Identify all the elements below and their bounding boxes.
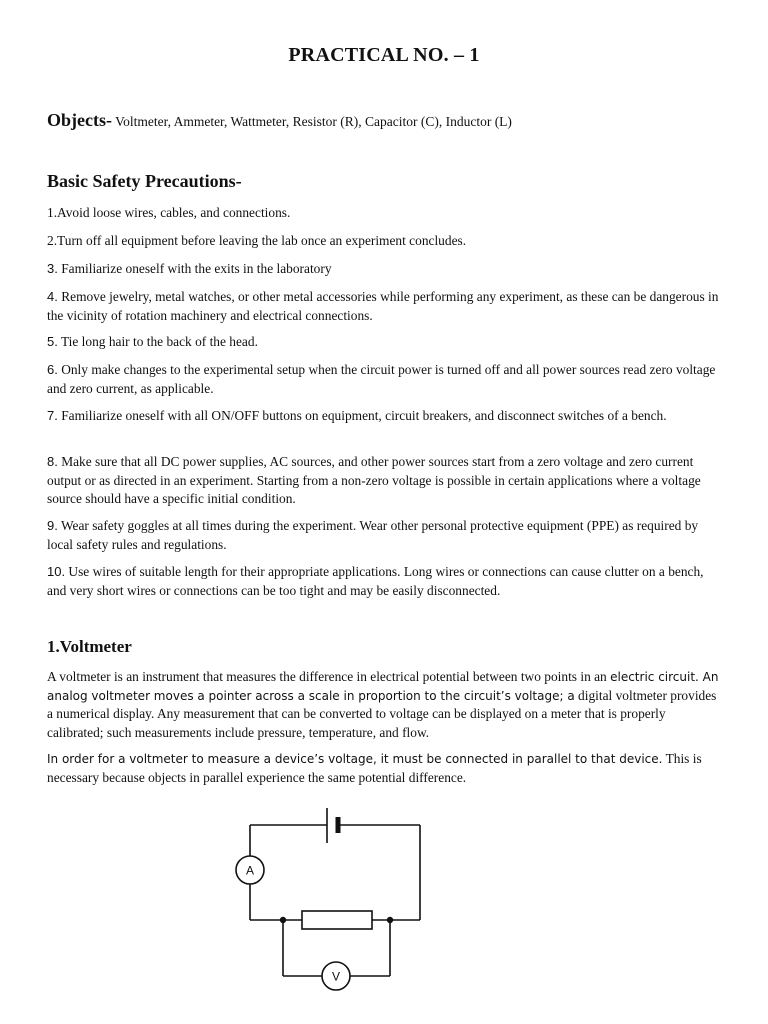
- safety-item-3: 3. Familiarize oneself with the exits in the laboratory: [47, 261, 332, 276]
- ammeter-label: A: [245, 863, 255, 878]
- voltmeter-paragraph-1: A voltmeter is an instrument that measures the difference in electrical potential between two points in an electric circuit. An analog voltmeter moves a pointer across a scale in proportion to the circuit’s voltage; a digital voltmeter provides a numerical display. Any measurement that can be converted to voltage can be displayed on a meter that is properly calibrated; such measurements include pressure, temperature, and flow.: [47, 669, 719, 740]
- objects-text: Voltmeter, Ammeter, Wattmeter, Resistor (R), Capacitor (C), Inductor (L): [111, 114, 512, 129]
- safety-item-4: 4. Remove jewelry, metal watches, or other metal accessories while performing any experiment, as these can be dangerous in the vicinity of rotation machinery and electrical connections.: [47, 289, 719, 323]
- safety-item-5: 5. Tie long hair to the back of the head.: [47, 334, 258, 349]
- voltmeter-paragraph-2: In order for a voltmeter to measure a device’s voltage, it must be connected in parallel to that device. This is necessary because objects in parallel experience the same potential difference.: [47, 751, 702, 785]
- safety-item-2: 2.Turn off all equipment before leaving the lab once an experiment concludes.: [47, 233, 467, 248]
- voltmeter-circuit-diagram: [230, 800, 440, 1000]
- objects-label: Objects-: [47, 110, 112, 130]
- safety-item-6: 6. Only make changes to the experimental setup when the circuit power is turned off and all power sources read zero voltage and zero current, as applicable.: [47, 362, 716, 396]
- safety-item-10: 10. Use wires of suitable length for their appropriate applications. Long wires or connections can cause clutter on a bench, and very short wires or connections can be too tight and may be easily disconnected.: [47, 564, 704, 598]
- voltmeter-heading: 1.Voltmeter: [47, 637, 132, 656]
- junction-dot-right: [387, 917, 393, 923]
- voltmeter-label: V: [331, 969, 341, 984]
- page-title: PRACTICAL NO. – 1: [288, 44, 480, 66]
- safety-heading: Basic Safety Precautions-: [47, 171, 242, 191]
- safety-item-7: 7. Familiarize oneself with all ON/OFF buttons on equipment, circuit breakers, and disconnect switches of a bench.: [47, 408, 667, 423]
- resistor: [302, 911, 372, 929]
- safety-item-1: 1.Avoid loose wires, cables, and connections.: [47, 205, 291, 220]
- junction-dot-left: [280, 917, 286, 923]
- objects-line: [47, 110, 512, 131]
- safety-item-8: 8. Make sure that all DC power supplies, AC sources, and other power sources start from a zero voltage and zero current output or as directed in an experiment. Starting from a non-zero voltage is possible in certain applications where a voltage source should have a specific initial condition.: [47, 454, 701, 506]
- safety-item-9: 9. Wear safety goggles at all times during the experiment. Wear other personal protective equipment (PPE) as required by local safety rules and regulations.: [47, 518, 699, 552]
